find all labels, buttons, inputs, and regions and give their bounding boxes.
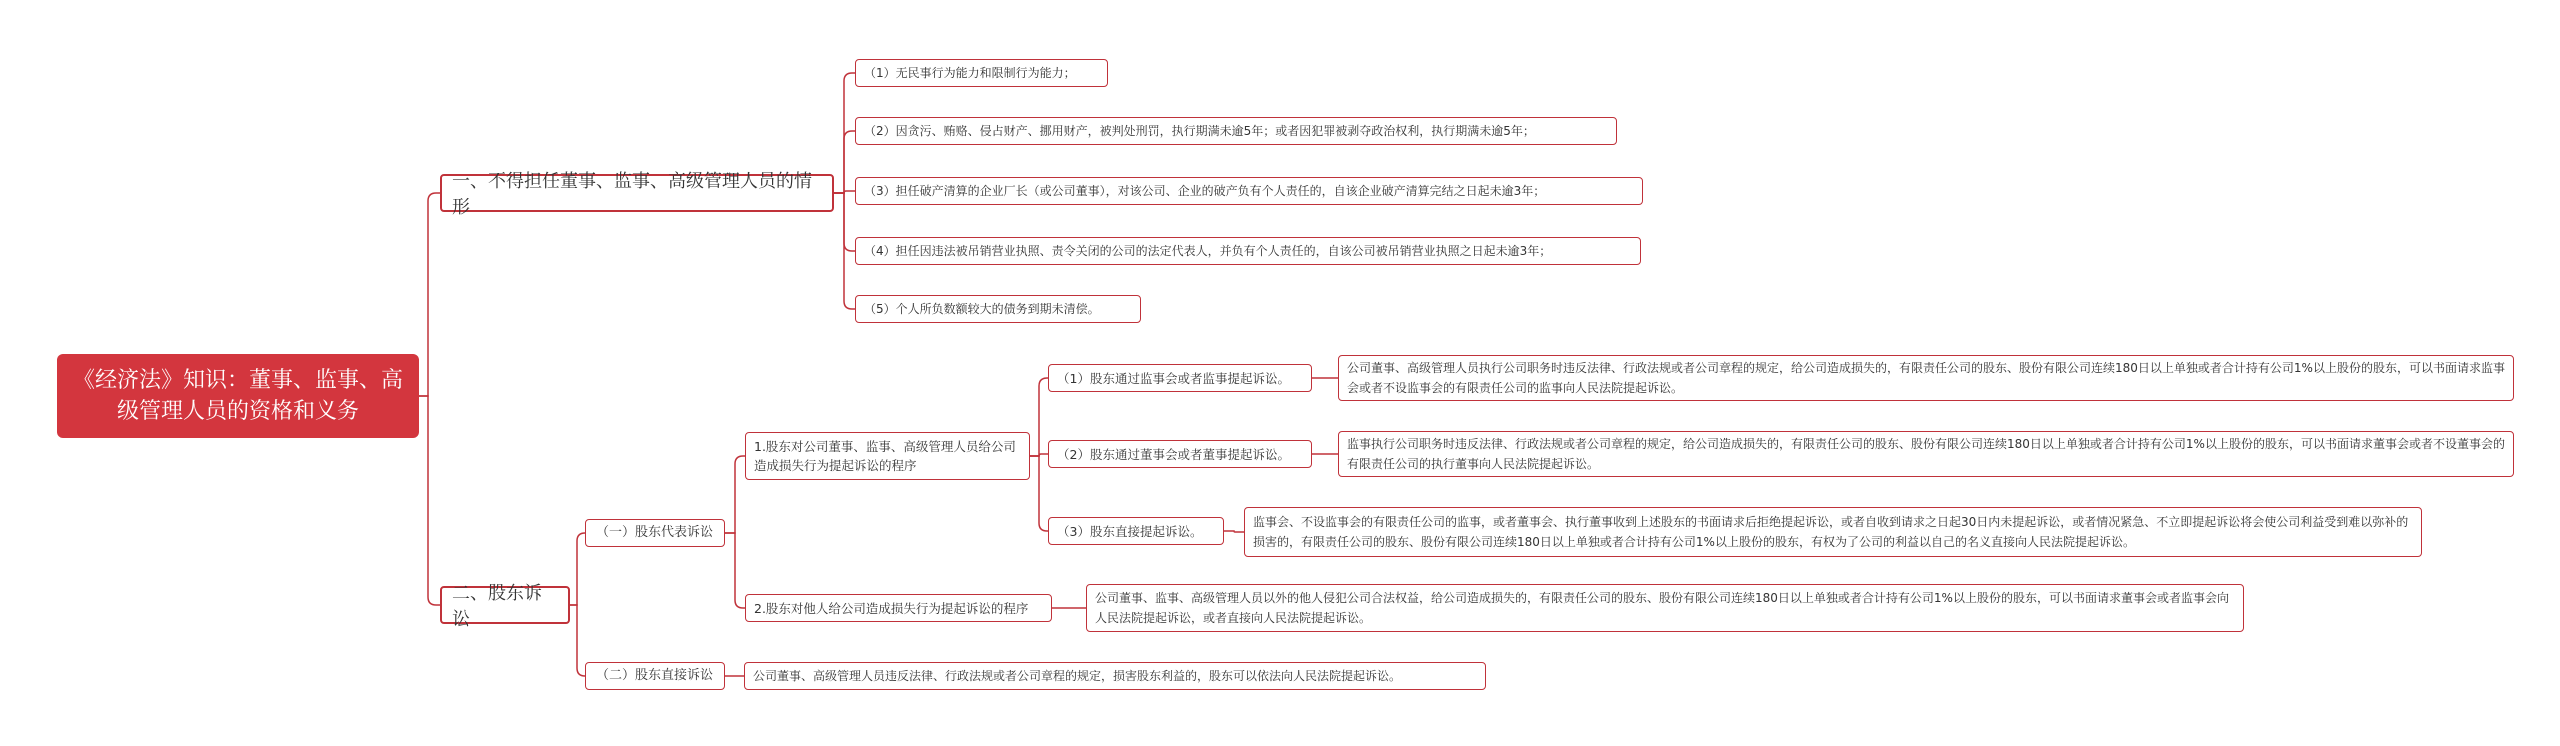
connector-disqualification-item-2 [834, 131, 855, 193]
connector-way3-node [1030, 456, 1048, 531]
connector-branch-disqualification [419, 193, 440, 396]
branch-disqualification[interactable] [440, 171, 834, 218]
connector-branch-shareholder-litigation [419, 396, 440, 605]
disqualification-item-2[interactable]: （2）因贪污、贿赂、侵占财产、挪用财产，被判处刑罚，执行期满未逾5年；或者因犯罪被剥夺政治权利，执行期满未逾5年； [855, 117, 1617, 145]
connector-direct-suit-node [570, 605, 585, 676]
disqualification-item-3[interactable]: （3）担任破产清算的企业厂长（或公司董事），对该公司、企业的破产负有个人责任的，自该企业破产清算完结之日起未逾3年； [855, 177, 1643, 205]
connector-way1-node [1030, 378, 1048, 456]
way2-detail[interactable]: 监事执行公司职务时违反法律、行政法规或者公司章程的规定，给公司造成损失的，有限责任公司的股东、股份有限公司连续180日以上单独或者合计持有公司1%以上股份的股东，可以书面请求董事会或者不设董事会的有限责任公司的执行董事向人民法院提起诉讼。 [1338, 431, 2514, 477]
branch-disqualification-label: 一、不得担任董事、监事、高级管理人员的情形 [452, 171, 812, 218]
direct-suit-node[interactable]: （二）股东直接诉讼 [585, 662, 725, 690]
root-topic[interactable] [57, 354, 419, 438]
branch-shareholder-litigation[interactable] [440, 583, 570, 630]
connector-case2-node [725, 533, 745, 608]
case2-detail[interactable]: 公司董事、监事、高级管理人员以外的他人侵犯公司合法权益，给公司造成损失的，有限责任公司的股东、股份有限公司连续180日以上单独或者合计持有公司1%以上股份的股东，可以书面请求董事会或者监事会向人民法院提起诉讼，或者直接向人民法院提起诉讼。 [1086, 584, 2244, 632]
direct-suit-detail[interactable]: 公司董事、高级管理人员违反法律、行政法规或者公司章程的规定，损害股东利益的，股东可以依法向人民法院提起诉讼。 [744, 662, 1486, 690]
connector-case1-node [725, 456, 745, 533]
connector-derivative-suit-node [570, 533, 585, 605]
case2-node[interactable]: 2.股东对他人给公司造成损失行为提起诉讼的程序 [745, 594, 1052, 622]
way1-detail[interactable]: 公司董事、高级管理人员执行公司职务时违反法律、行政法规或者公司章程的规定，给公司造成损失的，有限责任公司的股东、股份有限公司连续180日以上单独或者合计持有公司1%以上股份的股东，可以书面请求监事会或者不设监事会的有限责任公司的监事向人民法院提起诉讼。 [1338, 355, 2514, 401]
way3-node[interactable]: （3）股东直接提起诉讼。 [1048, 517, 1224, 545]
way2-node[interactable]: （2）股东通过董事会或者董事提起诉讼。 [1048, 440, 1312, 468]
way1-node[interactable]: （1）股东通过监事会或者监事提起诉讼。 [1048, 364, 1312, 392]
case1-node[interactable]: 1.股东对公司董事、监事、高级管理人员给公司造成损失行为提起诉讼的程序 [745, 432, 1030, 480]
disqualification-item-1[interactable]: （1）无民事行为能力和限制行为能力； [855, 59, 1108, 87]
derivative-suit-node[interactable]: （一）股东代表诉讼 [585, 519, 725, 547]
connector-way3-detail [1224, 531, 1244, 532]
disqualification-item-4[interactable]: （4）担任因违法被吊销营业执照、责令关闭的公司的法定代表人，并负有个人责任的，自该公司被吊销营业执照之日起未逾3年； [855, 237, 1641, 265]
way3-detail[interactable]: 监事会、不设监事会的有限责任公司的监事，或者董事会、执行董事收到上述股东的书面请求后拒绝提起诉讼，或者自收到请求之日起30日内未提起诉讼，或者情况紧急、不立即提起诉讼将会使公司利益受到难以弥补的损害的，有限责任公司的股东、股份有限公司连续180日以上单独或者合计持有公司1%以上股份的股东，有权为了公司的利益以自己的名义直接向人民法院提起诉讼。 [1244, 507, 2422, 557]
branch-shareholder-litigation-label: 二、股东诉讼 [452, 583, 542, 630]
root-title: 《经济法》知识：董事、监事、高级管理人员的资格和义务 [72, 368, 403, 424]
disqualification-item-5[interactable]: （5）个人所负数额较大的债务到期未清偿。 [855, 295, 1141, 323]
